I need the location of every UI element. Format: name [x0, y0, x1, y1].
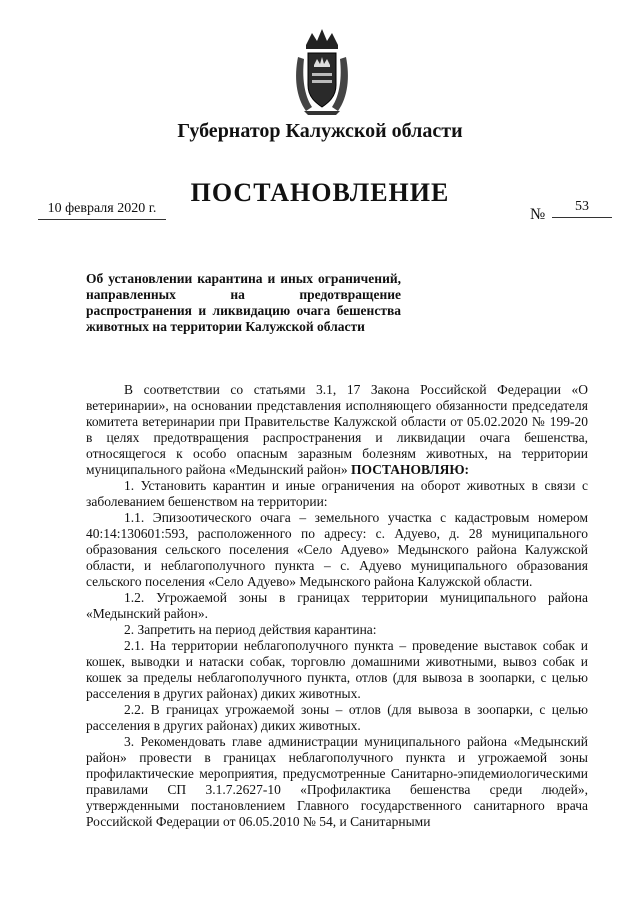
- clause-1-1: 1.1. Эпизоотического очага – земельного участка с кадастровым номером 40:14:130601:593, расположенного по адресу: с. Адуево, д. 28 муниципального образования сельского поселения «Село Адуево» Медынского района Калужской области, и неблагополучного пункта – с. Адуево муниципального образования сельского поселения «Село Адуево» Медынского района Калужской области.: [86, 510, 588, 589]
- clause-2-1: 2.1. На территории неблагополучного пункта – проведение выставок собак и кошек, выводки и натаски собак, торговлю домашними животными, вывоз собак и кошек за пределы неблагополучного пункта, отлов (для вывоза в зоопарки, с целью расселения в других районах) диких животных.: [86, 638, 588, 701]
- document-subject: Об установлении карантина и иных ограничений, направленных на предотвращение распространения и ликвидацию очага бешенства животных на территории Калужской области: [86, 271, 401, 334]
- clause-2: 2. Запретить на период действия карантина:: [124, 622, 377, 637]
- clause-3: 3. Рекомендовать главе администрации муниципального района «Медынский район» провести в границах неблагополучного пункта и угрожаемой зоны профилактические мероприятия, предусмотренные Санитарно-эпидемиологическими правилами СП 3.1.7.2627-10 «Профилактика бешенства среди людей», утвержденными постановлением Главного государственного санитарного врача Российской Федерации от 06.05.2010 № 54, и Санитарными: [86, 734, 588, 829]
- decree-word: ПОСТАНОВЛЯЮ:: [351, 462, 470, 477]
- preamble-text: В соответствии со статьями 3.1, 17 Закона Российской Федерации «О ветеринарии», на основании представления исполняющего обязанности председателя комитета ветеринарии при Правительстве Калужской области от 05.02.2020 № 199-20 в целях предотвращения распространения и ликвидации очага бешенства, относящегося к особо опасным заразным болезням животных, на территории муниципального района «Медынский район»: [86, 382, 588, 477]
- preamble-paragraph: [86, 382, 588, 478]
- document-type-title: ПОСТАНОВЛЕНИЕ: [190, 178, 450, 207]
- document-number-label: №: [530, 206, 546, 223]
- document-body: [86, 382, 588, 830]
- clause-2-2: 2.2. В границах угрожаемой зоны – отлов (для вывоза в зоопарки, с целью расселения в других районах) диких животных.: [86, 702, 588, 733]
- document-number: 53: [552, 199, 612, 218]
- clause-1-2: 1.2. Угрожаемой зоны в границах территории муниципального района «Медынский район».: [86, 590, 588, 621]
- document-date: 10 февраля 2020 г.: [38, 201, 166, 220]
- authority-title: Губернатор Калужской области: [177, 120, 463, 142]
- clause-1: 1. Установить карантин и иные ограничения на оборот животных в связи с заболеванием бешенством на территории:: [86, 478, 588, 509]
- coat-of-arms-emblem: [292, 27, 352, 117]
